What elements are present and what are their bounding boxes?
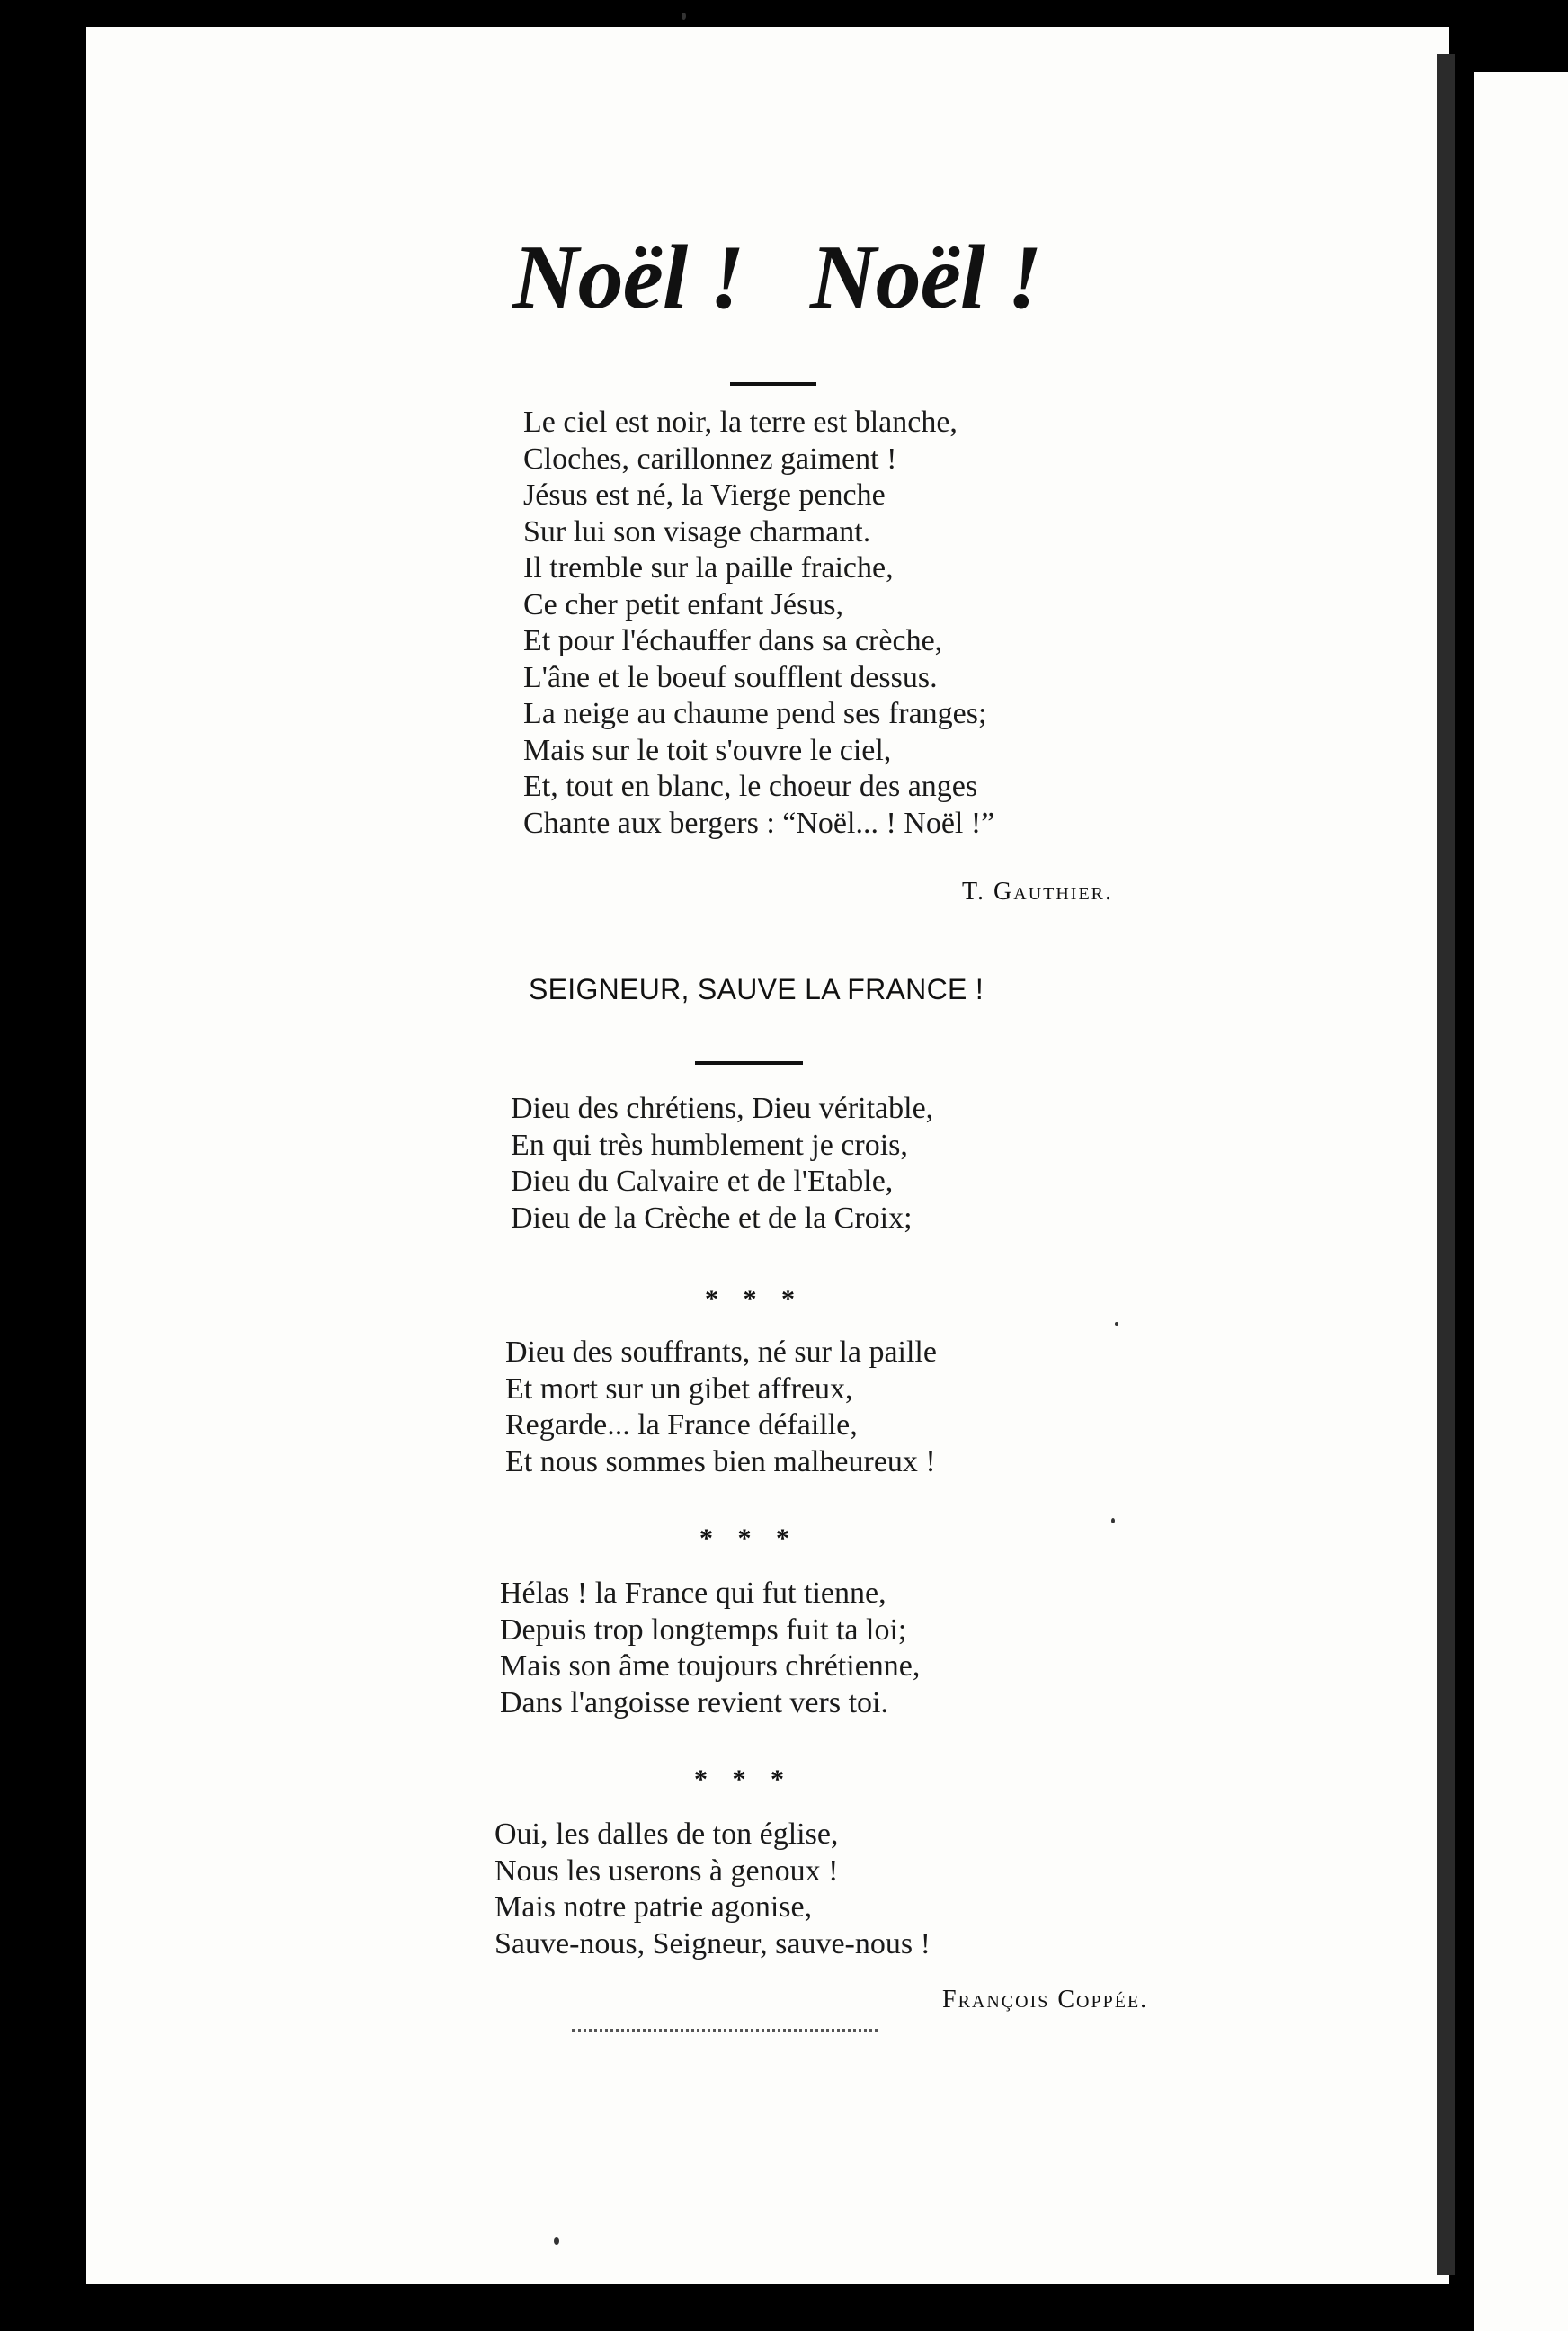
- poem-line: Et mort sur un gibet affreux,: [505, 1371, 853, 1406]
- title-word-2: Noël !: [809, 227, 1042, 328]
- poem-line: Dieu du Calvaire et de l'Etable,: [511, 1165, 894, 1198]
- poem-line: Et nous sommes bien malheureux !: [505, 1444, 936, 1478]
- stanza-separator: * * *: [699, 1523, 798, 1553]
- poem-line: Depuis trop longtemps fuit ta loi;: [500, 1612, 907, 1647]
- poem-line: Jésus est né, la Vierge penche: [523, 478, 886, 512]
- poem-line: Le ciel est noir, la terre est blanche,: [523, 406, 958, 439]
- adjacent-page-edge: [1474, 72, 1568, 2331]
- page-title: [512, 225, 1041, 330]
- poem-line: Hélas ! la France qui fut tienne,: [500, 1576, 886, 1610]
- closing-dotted-rule: [572, 2029, 878, 2032]
- poem-line: Chante aux bergers : “Noël... ! Noël !”: [523, 806, 995, 840]
- poem-line: Et pour l'échauffer dans sa crèche,: [523, 624, 943, 657]
- poem-line: Sauve-nous, Seigneur, sauve-nous !: [494, 1926, 931, 1960]
- poem-line: Dieu des souffrants, né sur la paille: [505, 1335, 937, 1369]
- stanza-separator: * * *: [694, 1764, 793, 1794]
- stanza-1: [511, 1091, 933, 1237]
- stanza-2: [505, 1335, 937, 1480]
- heading-divider: [695, 1061, 803, 1065]
- poem-line: Mais son âme toujours chrétienne,: [500, 1649, 921, 1683]
- poem-line: Dans l'angoisse revient vers toi.: [500, 1685, 888, 1719]
- poem-line: Il tremble sur la paille fraiche,: [523, 551, 894, 585]
- poem-line: L'âne et le boeuf soufflent dessus.: [523, 660, 938, 694]
- scan-speck: [682, 13, 686, 20]
- poem-line: Dieu de la Crèche et de la Croix;: [511, 1201, 913, 1235]
- page-binding-shadow: [1437, 54, 1455, 2275]
- poem-line: Ce cher petit enfant Jésus,: [523, 587, 843, 621]
- poem-line: Mais notre patrie agonise,: [494, 1890, 813, 1924]
- poem-line: Nous les userons à genoux !: [494, 1853, 839, 1888]
- poem-seigneur-heading: SEIGNEUR, SAUVE LA FRANCE !: [529, 973, 984, 1005]
- poem-line: Oui, les dalles de ton église,: [494, 1817, 839, 1851]
- poem-line: La neige au chaume pend ses franges;: [523, 697, 987, 730]
- title-word-1: Noël !: [512, 227, 744, 328]
- poem-line: Sur lui son visage charmant.: [523, 514, 871, 549]
- poem-line: Cloches, carillonnez gaiment !: [523, 442, 897, 476]
- scan-speck: [1115, 1322, 1118, 1326]
- poem-noel-author: T. Gauthier.: [962, 878, 1114, 906]
- stanza-separator: * * *: [705, 1284, 804, 1314]
- poem-line: Mais sur le toit s'ouvre le ciel,: [523, 733, 892, 767]
- scan-speck: [554, 2237, 559, 2245]
- stanza-4: [494, 1817, 931, 1962]
- poem-seigneur-author: François Coppée.: [942, 1986, 1149, 2014]
- scan-speck: [1111, 1518, 1115, 1523]
- poem-line: Et, tout en blanc, le choeur des anges: [523, 770, 978, 803]
- poem-noel-text: [523, 405, 994, 842]
- stanza-3: [500, 1576, 920, 1721]
- poem-line: Dieu des chrétiens, Dieu véritable,: [511, 1092, 934, 1125]
- poem-line: En qui très humblement je crois,: [511, 1128, 908, 1162]
- title-divider: [730, 382, 816, 386]
- poem-line: Regarde... la France défaille,: [505, 1408, 858, 1442]
